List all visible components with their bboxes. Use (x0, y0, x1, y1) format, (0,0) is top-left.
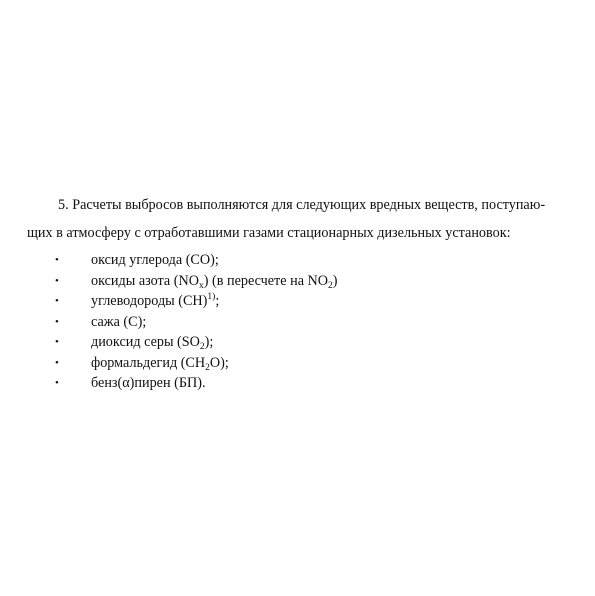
list-item-text: углеводороды (CH)$^{1)}$; (91, 292, 220, 309)
list-item-text: диоксид серы $(SO_2)$; (91, 334, 214, 352)
list-item-text: оксиды азота $(NO_x)$ (в пересчете на $NO_2$) (91, 272, 338, 291)
bullet-icon: • (55, 377, 59, 389)
bullet-icon: • (55, 274, 59, 287)
bullet-icon: • (55, 315, 59, 328)
bullet-icon: • (55, 254, 59, 266)
bullet-icon: • (55, 295, 59, 307)
paragraph-line-1: 5. Расчеты выбросов выполняются для следующих вредных веществ, поступаю- (58, 197, 546, 213)
bullet-icon: • (55, 336, 59, 348)
list-item-text: сажа (C); (91, 313, 147, 330)
list-item-text: формальдегид $(CH_2O)$; (91, 354, 229, 373)
list-item-text: бенз(α)пирен (БП). (91, 375, 206, 391)
paragraph-line-2: щих в атмосферу с отработавшими газами стационарных дизельных установок: (27, 225, 511, 241)
list-item-text: оксид углерода (CO); (91, 252, 219, 268)
footnote-marker: 1) (207, 292, 216, 302)
bullet-icon: • (55, 356, 59, 369)
